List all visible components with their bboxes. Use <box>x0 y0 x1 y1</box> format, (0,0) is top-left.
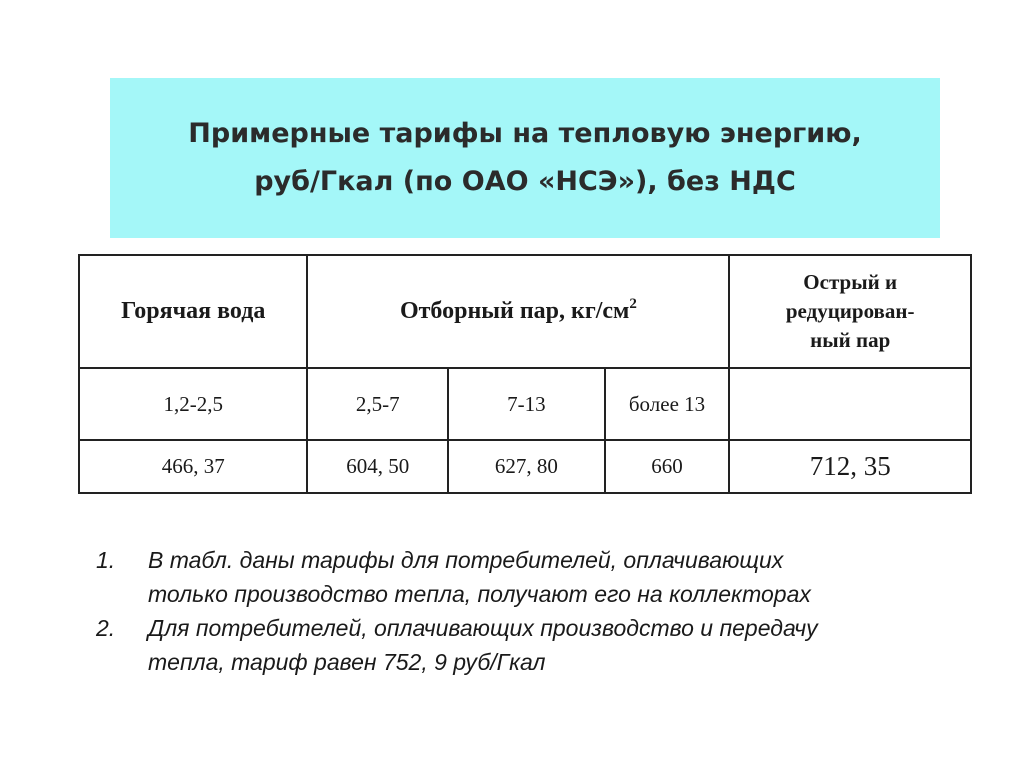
note-text <box>148 611 818 679</box>
note-line: только производство тепла, получают его на коллекторах <box>148 581 811 607</box>
header-steam-label: Отборный пар, кг/см <box>399 298 630 324</box>
range-cell: 1,2-2,5 <box>79 368 307 440</box>
title-line-2: руб/Гкал (по ОАО «НСЭ»), без НДС <box>254 166 796 197</box>
note-text <box>148 543 811 611</box>
value-cell: 660 <box>605 440 730 493</box>
note-number: 1. <box>96 547 116 573</box>
range-cell: 7-13 <box>448 368 605 440</box>
slide-title <box>188 110 861 206</box>
note-line: тепла, тариф равен 752, 9 руб/Гкал <box>148 649 546 675</box>
header-hot-water: Горячая вода <box>79 255 307 368</box>
header-sharp-line-2: редуцирован- <box>785 299 915 323</box>
title-line-1: Примерные тарифы на тепловую энергию, <box>188 118 862 149</box>
header-sharp-line-1: Острый и <box>803 270 898 294</box>
header-sharp-line-3: ный пар <box>810 328 891 352</box>
range-row <box>79 368 971 440</box>
notes-list <box>96 543 996 679</box>
note-item <box>96 543 996 611</box>
note-item <box>96 611 996 679</box>
title-banner <box>110 78 940 238</box>
note-number: 2. <box>96 615 116 641</box>
header-steam-sup: 2 <box>629 296 637 312</box>
range-cell <box>729 368 971 440</box>
value-cell: 604, 50 <box>307 440 448 493</box>
value-cell: 712, 35 <box>729 440 971 493</box>
header-sharp-steam <box>729 255 971 368</box>
tariff-table <box>78 254 972 494</box>
value-cell: 627, 80 <box>448 440 605 493</box>
value-row <box>79 440 971 493</box>
range-cell: более 13 <box>605 368 730 440</box>
note-line: В табл. даны тарифы для потребителей, оплачивающих <box>148 547 784 573</box>
value-cell: 466, 37 <box>79 440 307 493</box>
header-row <box>79 255 971 368</box>
header-steam <box>307 255 729 368</box>
note-line: Для потребителей, оплачивающих производство и передачу <box>148 615 818 641</box>
range-cell: 2,5-7 <box>307 368 448 440</box>
